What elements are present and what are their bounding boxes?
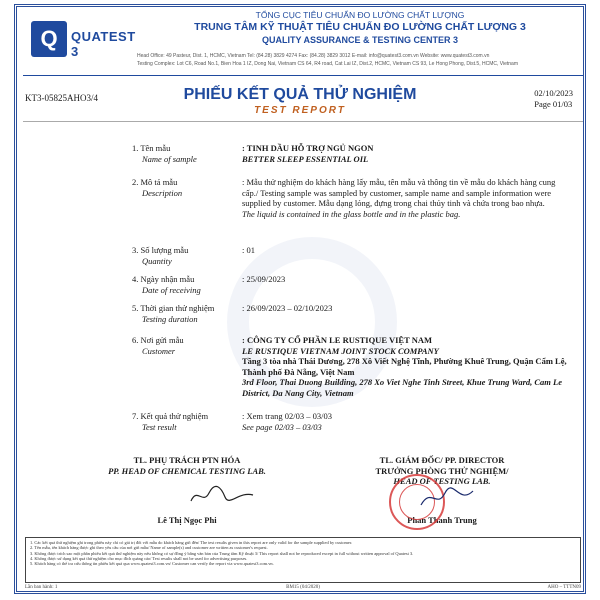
field-label-vn: 2. Mô tả mẫu	[132, 177, 178, 187]
field-value-vn: : Xem trang 02/03 – 03/03	[242, 411, 332, 421]
field-label-en: Name of sample	[142, 153, 197, 164]
left-sign-title-en: PP. HEAD OF CHEMICAL TESTING LAB.	[108, 466, 266, 476]
customer-address-en: 3rd Floor, Thai Duong Building, 278 Xo Viet Nghe Tinh Street, Khue Trung Ward, Cam Le District, Da Nang City, Vietnam	[242, 377, 562, 398]
left-sign-title-vn: TL. PHỤ TRÁCH PTN HÓA	[133, 455, 241, 465]
left-signature-icon	[187, 483, 257, 507]
customer-name-vn: : CÔNG TY CỔ PHẦN LE RUSTIQUE VIỆT NAM	[242, 335, 433, 345]
note-item: 2. Tên mẫu, tên khách hàng được ghi theo yêu cầu của nơi gửi mẫu/ Name of sample(s) and customer are written as customer's request.	[30, 545, 268, 551]
field-value-vn: : 01	[242, 245, 255, 255]
right-sign-title-vn-2: TRƯỞNG PHÒNG THỬ NGHIỆM/	[375, 466, 509, 476]
customer-name-en: LE RUSTIQUE VIETNAM JOINT STOCK COMPANY	[242, 345, 439, 356]
field-label-vn: 6. Nơi gửi mẫu	[132, 335, 184, 345]
field-value-vn: : TINH DẦU HỖ TRỢ NGỦ NGON	[242, 143, 374, 153]
title-en: TEST REPORT	[254, 105, 346, 116]
field-label-en: Customer	[142, 345, 176, 356]
report-date-block	[534, 88, 573, 110]
right-signature-icon	[417, 485, 477, 511]
footer-doc-code: AHO – TTTN09	[547, 585, 581, 590]
field-value-vn: : 26/09/2023 – 02/10/2023	[242, 303, 333, 313]
field-label-en: Quantity	[142, 255, 172, 266]
logo-text: QUATEST 3	[71, 29, 136, 59]
page-number: Page 01/03	[534, 99, 573, 109]
address-line-2: Testing Complex: Lot C6, Road No.1, Bien Hoa 1 IZ, Dong Nai, Vietnam CS 64, R4 road, Cat Lai IZ, Dist.2, HCMC, Vietnam CS 93, Le Hong Phong, Dist.5, HCMC, Vietnam	[137, 61, 519, 67]
field-label-vn: 3. Số lượng mẫu	[132, 245, 189, 255]
field-label-en: Test result	[142, 421, 177, 432]
field-value-vn: : Mẫu thử nghiệm do khách hàng lấy mẫu, tên mẫu và thông tin về mẫu do khách hàng cung cấp./ Testing sample was sampled by customer, sample name and sample information were supplied by customer. Mẫu dạng lỏng, đựng trong chai thủy tinh và chứa trong bao nhựa.	[242, 177, 556, 208]
field-label-vn: 1. Tên mẫu	[132, 143, 171, 153]
org-line-1: TỔNG CỤC TIÊU CHUẨN ĐO LƯỜNG CHẤT LƯỢNG	[255, 10, 465, 20]
field-value-vn: : 25/09/2023	[242, 274, 286, 284]
footer-form-code: BM15 (04/2020)	[286, 585, 320, 590]
report-date: 02/10/2023	[534, 88, 573, 98]
footer-issue: Lần ban hành: 1	[25, 585, 58, 590]
field-label-vn: 7. Kết quả thử nghiệm	[132, 411, 209, 421]
field-value-en: See page 02/03 – 03/03	[242, 421, 322, 432]
title-divider	[23, 121, 583, 122]
note-item: 4. Không được sử dụng kết quả thử nghiệm cho mục đích quảng cáo/ Test results shall not be used for advertising purposes.	[30, 555, 248, 561]
note-item: 1. Các kết quả thử nghiệm ghi trong phiếu này chỉ có giá trị đối với mẫu do khách hàng gửi đến/ The test results given in this report are only valid for the sample supplied by customer.	[30, 540, 353, 545]
note-item: 3. Không được trích sao một phần phiếu kết quả thử nghiệm này nếu không có sự đồng ý bằng văn bản của Trung tâm Kỹ thuật 3/ This report shall not be reproduced except in full without written approval of Quatest 3.	[30, 550, 414, 556]
right-signer-name: Phan Thanh Trung	[407, 515, 477, 525]
note-item: 5. Khách hàng có thể tra cứu thông tin phiếu kết quả qua www.quatest3.com.vn/ Customer can verify the report via www.quatest3.com.vn.	[30, 561, 274, 567]
org-line-2: TRUNG TÂM KỸ THUẬT TIÊU CHUẨN ĐO LƯỜNG CHẤT LƯỢNG 3	[194, 21, 526, 33]
field-label-en: Testing duration	[142, 313, 198, 324]
report-number: KT3-05825AHO3/4	[25, 93, 98, 103]
right-sign-title-en: HEAD OF TESTING LAB.	[393, 476, 491, 486]
field-value-en: The liquid is contained in the glass bottle and in the plastic bag.	[242, 208, 461, 219]
logo-mark: Q	[31, 21, 67, 57]
field-label-en: Description	[142, 187, 183, 198]
title-vn: PHIẾU KẾT QUẢ THỬ NGHIỆM	[183, 86, 417, 103]
field-label-vn: 4. Ngày nhận mẫu	[132, 274, 195, 284]
org-line-3: QUALITY ASSURANCE & TESTING CENTER 3	[261, 35, 459, 45]
field-label-en: Date of receiving	[142, 284, 201, 295]
quatest-logo	[31, 21, 135, 69]
header	[17, 7, 583, 85]
field-label-vn: 5. Thời gian thử nghiệm	[132, 303, 215, 313]
address-line-1: Head Office: 49 Pasteur, Dist. 1, HCMC, Vietnam Tel: (84.28) 3829 4274 Fax: (84.28) 3829 3012 E-mail: info@quatest3.com.vn Website: www.quatest3.com.vn	[137, 53, 490, 59]
customer-address-vn: Tầng 3 tòa nhà Thái Dương, 278 Xô Viết Nghệ Tĩnh, Phường Khuê Trung, Quận Cẩm Lệ, Thành phố Đà Nẵng, Việt Nam	[242, 356, 567, 377]
field-value-en: BETTER SLEEP ESSENTIAL OIL	[242, 153, 369, 164]
notes-box	[25, 537, 581, 583]
header-divider	[23, 75, 583, 76]
title-row	[17, 83, 583, 119]
report-page	[14, 4, 586, 594]
right-sign-title-vn: TL. GIÁM ĐỐC/ PP. DIRECTOR	[379, 455, 505, 465]
left-signer-name: Lê Thị Ngọc Phi	[157, 515, 217, 525]
